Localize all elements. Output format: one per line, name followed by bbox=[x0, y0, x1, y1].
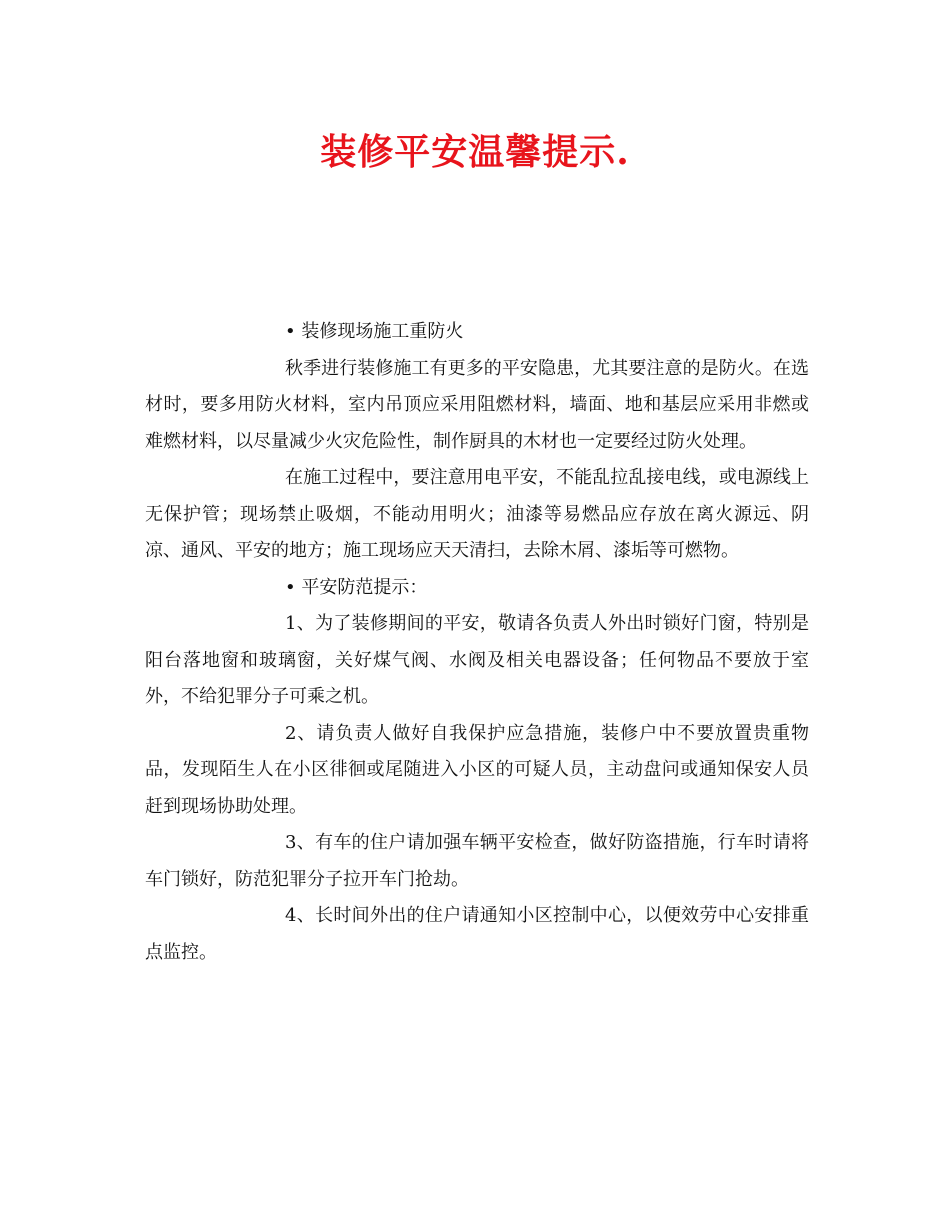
document-body bbox=[145, 314, 809, 971]
paragraph: 在施工过程中，要注意用电平安，不能乱拉乱接电线，或电源线上无保护管；现场禁止吸烟，不能动用明火；油漆等易燃品应存放在离火源远、阴凉、通风、平安的地方；施工现场应天天清扫，去除木屑、漆垢等可燃物。 bbox=[145, 467, 809, 561]
list-item: 3、有车的住户请加强车辆平安检查，做好防盗措施，行车时请将车门锁好，防范犯罪分子拉开车门抢劫。 bbox=[145, 832, 809, 890]
list-item: 4、长时间外出的住户请通知小区控制中心，以便效劳中心安排重点监控。 bbox=[145, 905, 809, 963]
document-title: 装修平安温馨提示. bbox=[320, 131, 630, 173]
section-heading-fire-safety: • 装修现场施工重防火 bbox=[285, 321, 464, 342]
list-item: 1、为了装修期间的平安，敬请各负责人外出时锁好门窗，特别是阳台落地窗和玻璃窗，关好煤气阀、水阀及相关电器设备；任何物品不要放于室外，不给犯罪分子可乘之机。 bbox=[145, 613, 809, 707]
paragraph: 秋季进行装修施工有更多的平安隐患，尤其要注意的是防火。在选材时，要多用防火材料，室内吊顶应采用阻燃材料，墙面、地和基层应采用非燃或难燃材料，以尽量减少火灾危险性，制作厨具的木材也一定要经过防火处理。 bbox=[145, 357, 809, 452]
section-heading-security-tips: • 平安防范提示： bbox=[285, 576, 428, 598]
list-item: 2、请负责人做好自我保护应急措施，装修户中不要放置贵重物品，发现陌生人在小区徘徊或尾随进入小区的可疑人员，主动盘问或通知保安人员赶到现场协助处理。 bbox=[145, 722, 809, 817]
